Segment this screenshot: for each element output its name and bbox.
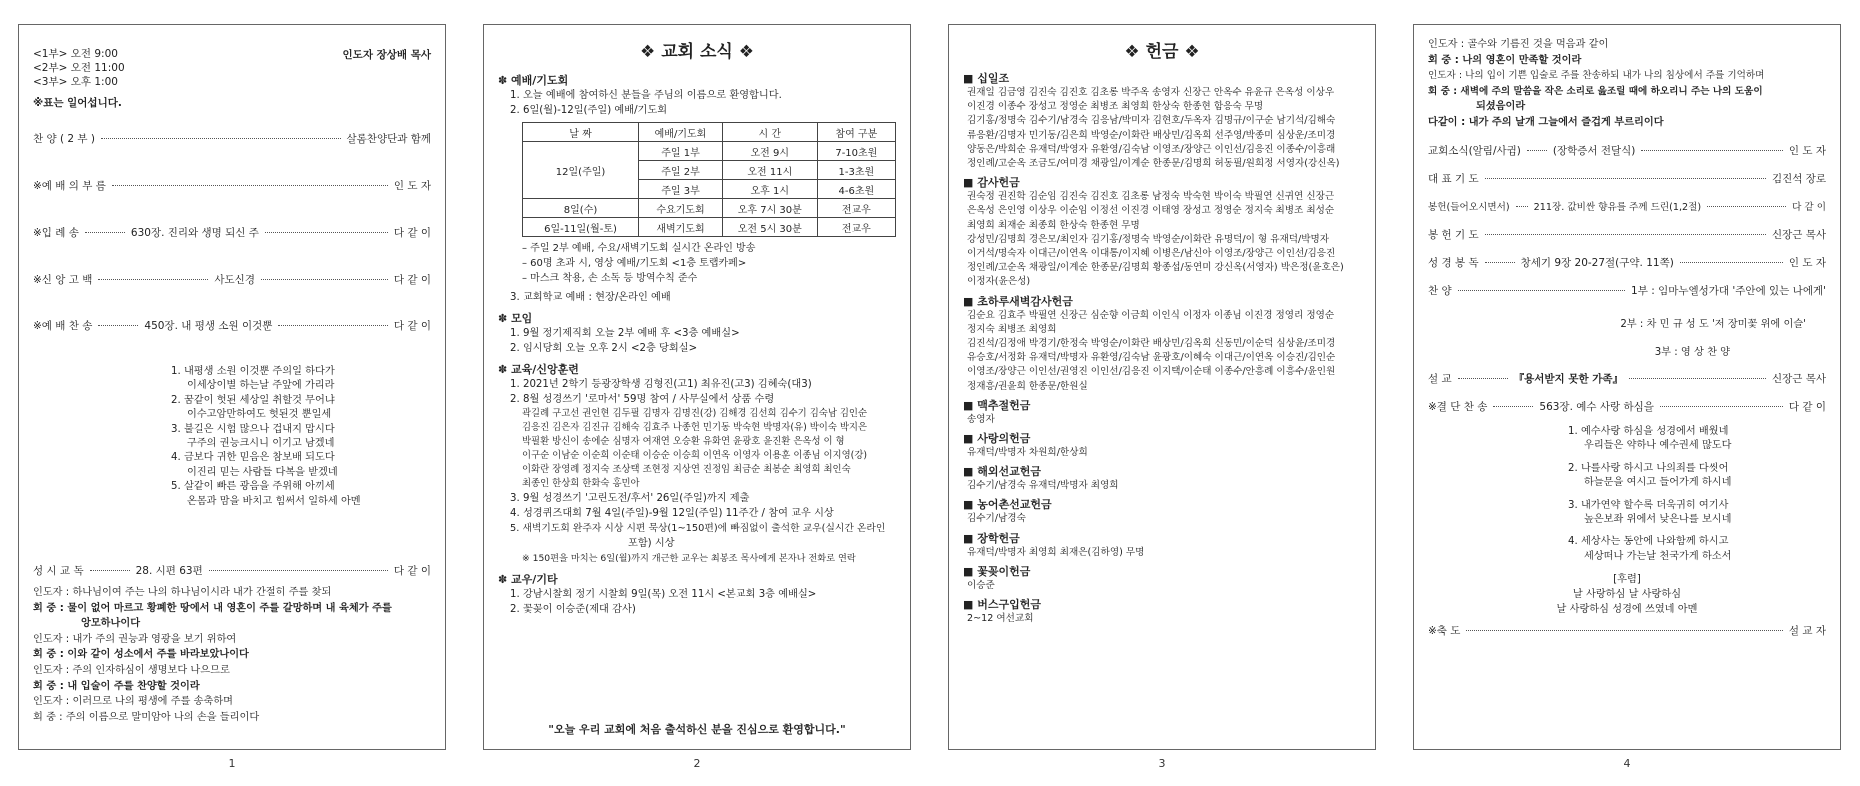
name-line: 김응진 김은자 김진규 김해숙 김효주 나종헌 민기동 박숙현 박명자(유) 박이숙 박지은 [522, 422, 868, 433]
hymn-line: 2. 나를사랑 하시고 나의죄를 다씻어 [1568, 462, 1729, 474]
hymn-line: 온몸과 맘을 바치고 힘써서 일하세 아멘 [187, 495, 361, 507]
order-label: 성 시 교 독 [33, 565, 84, 577]
responsive-reading [33, 585, 431, 725]
offering-names: 이진경 이종수 장성고 정영순 최병조 최영희 한상숙 한종현 함응숙 무명 [967, 101, 1264, 113]
offering-names: 유승호/서정화 유재덕/박명자 유환영/김숙남 윤광호/이혜숙 이대근/이연옥 이승진/김인순 [967, 352, 1336, 364]
leader-label: 인도자 장상배 목사 [342, 49, 431, 61]
refrain [1428, 572, 1826, 617]
hymn-line: 3. 내가연약 할수록 더욱귀히 여기사 [1568, 499, 1729, 511]
name-line: 최종인 한상희 한화숙 홍민아 [522, 478, 640, 489]
offering-names: 김수기/남경숙 [967, 513, 1026, 525]
offering-names: 김진석/김정애 박경기/한정숙 박영순/이화란 배상민/김옥희 신동민/이순덕 심상윤/조미경 [967, 338, 1336, 350]
section-heading: ✽ 교우/기타 [498, 573, 558, 586]
refrain-line: 날 사랑하심 날 사랑하심 [1572, 589, 1682, 601]
offering-heading: ■ 농어촌선교헌금 [963, 498, 1052, 512]
news-item: 1. 강남시찰회 정기 시찰회 9일(목) 오전 11시 <본교회 3층 예배실> [510, 589, 817, 600]
offering-list [963, 70, 1361, 626]
news-item: 2. 8월 성경쓰기 '로마서' 59명 참여 / 사무실에서 상품 수령 [510, 394, 775, 405]
order-label: ※입 례 송 [33, 227, 79, 239]
order-mid: 630장. 진리와 생명 되신 주 [130, 227, 259, 239]
table-row: 주일 3부 오후 1시 4-6초원 [523, 180, 896, 199]
offering-heading: ■ 꽃꽂이헌금 [963, 564, 1031, 578]
offering-names: 이정자(윤은성) [967, 276, 1031, 288]
resp-line: 인도자 : 내가 주의 권능과 영광을 보기 위하여 [33, 633, 237, 645]
order-mid: 28. 시편 63편 [135, 565, 203, 577]
table-row: 12일(주일) 주일 1부 오전 9시 7-10초원 [523, 142, 896, 161]
order-label: ※예 배 의 부 름 [33, 180, 106, 192]
hymn-lyrics [33, 365, 431, 509]
table-row: 6일-11일(월-토) 새벽기도회 오전 5시 30분 전교우 [523, 218, 896, 237]
order-row: 설 교 『용서받지 못한 가족』 신장근 목사 [1428, 373, 1826, 385]
offering-names: 김수기/남경숙 유재덕/박명자 최영희 [967, 480, 1119, 492]
offering-names: 류응환/김명자 민기동/김은희 박영순/이화란 배상민/김옥희 선주영/박종미 심상운/조미경 [967, 129, 1336, 141]
offering-heading: ■ 장학헌금 [963, 531, 1020, 545]
news-item: 3. 9월 성경쓰기 '고린도전/후서' 26일(주일)까지 제출 [510, 493, 750, 504]
news-note: – 주일 2부 예배, 수요/새벽기도회 실시간 온라인 방송 [522, 243, 756, 254]
resp-line: 회 중 : 주의 이름으로 말미암아 나의 손을 들리이다 [33, 711, 260, 723]
order-of-service [1428, 143, 1826, 651]
hymn-line: 1. 예수사랑 하심을 성경에서 배웠네 [1568, 426, 1729, 437]
order-row [33, 318, 431, 333]
order-label: 찬 양 ( 2 부 ) [33, 133, 95, 145]
hymn-line: 5. 살같이 빠른 광음을 주위해 아끼세 [171, 481, 335, 493]
stand-note: ※표는 일어섭니다. [33, 97, 122, 109]
hymn-line: 1. 내평생 소원 이것뿐 주의일 하다가 [171, 366, 335, 377]
resp-line: 인도자 : 이러므로 나의 평생에 주를 송축하며 [33, 696, 234, 708]
choir-line: 3부 : 영 상 찬 양 [1654, 347, 1730, 358]
resp-line: 앙모하나이다 [81, 618, 141, 630]
hymn-line: 이수고암만하여도 헛된것 뿐일세 [187, 409, 332, 421]
resp-line: 다같이 : 내가 주의 날개 그늘에서 즐겁게 부르리이다 [1428, 116, 1664, 128]
hymn-line: 3. 불길은 시험 많으나 겁내지 맙시다 [171, 423, 335, 435]
responsive-reading [1428, 37, 1826, 131]
order-row: 봉 헌 기 도 신장근 목사 [1428, 229, 1826, 241]
offering-names: 양동은/박희순 유재덕/박영자 유환영/김숙남 이영조/장양근 이인선/김응진 이종수/이흥래 [967, 143, 1336, 155]
offering-heading: ■ 버스구입헌금 [963, 598, 1041, 612]
bulletin-page-1 [18, 24, 446, 750]
hymn-line: 하늘문을 여시고 들어가게 하시네 [1584, 477, 1732, 489]
resp-line: 인도자 : 하나님이여 주는 나의 하나님이시라 내가 간절히 주를 찾되 [33, 587, 332, 598]
order-right: 다 같 이 [393, 565, 431, 577]
offering-names: 이거석/명숙자 이대근/이연옥 이대통/이지혜 이병은/남신아 이영조/장양근 이인선/김응진 [967, 248, 1336, 260]
order-right: 살롬찬양단과 함께 [346, 133, 431, 145]
news-item: 2. 6일(월)-12일(주일) 예배/기도회 [510, 105, 668, 116]
section-heading: ✽ 교육/신앙훈련 [498, 363, 579, 376]
hymn-line: 구주의 권능크시니 이기고 남겠네 [187, 438, 335, 450]
table-header: 시 간 [722, 123, 817, 142]
news-note: – 60명 초과 시, 영상 예배/기도회 <1층 토랩카페> [522, 258, 747, 269]
news-item: 5. 새벽기도회 완주자 시상 시편 묵상(1~150편)에 빠짐없이 출석한 교우(실시간 온라인 [510, 523, 886, 534]
order-right: 다 같 이 [393, 320, 431, 332]
resp-line: 회 중 : 물이 없어 마르고 황폐한 땅에서 내 영혼이 주를 갈망하며 내 육체가 주를 [33, 602, 392, 614]
name-line: 이화란 장영례 정지숙 조상택 조현정 지상연 진정임 최금순 최봉순 최영희 최인숙 [522, 464, 851, 475]
order-row [33, 272, 431, 287]
offering-names: 정인례/고순옥 조금도/여미경 채광일/이계순 한종문/김명희 허동필/원희정 서영자(강신옥) [967, 158, 1340, 170]
news-item: 1. 2021년 2학기 등광장학생 김형진(고1) 최유진(고3) 김혜숙(대3) [510, 379, 812, 390]
resp-line: 인도자 : 주의 인자하심이 생명보다 나으므로 [33, 664, 230, 676]
offering-names: 정재흥/권윤희 한종문/한원실 [967, 380, 1088, 392]
offering-heading: ■ 해외선교헌금 [963, 465, 1041, 479]
table-header: 예배/기도회 [639, 123, 723, 142]
order-row: 봉헌(들어오시면서) 211장. 값비싼 향유를 주께 드린(1,2절) 다 같 이 [1428, 202, 1826, 213]
page-title: ❖ 교회 소식 ❖ [640, 42, 754, 62]
page-number: 2 [693, 757, 701, 770]
offering-names: 유재덕/박명자 최영희 최재은(김하영) 무명 [967, 546, 1145, 558]
resp-line: 인도자 : 골수와 기름진 것을 먹음과 같이 [1428, 39, 1609, 50]
offering-names: 유재덕/박명자 차원희/한상희 [967, 447, 1088, 459]
resp-line: 회 중 : 나의 영혼이 만족할 것이라 [1428, 54, 1582, 66]
offering-heading: ■ 십일조 [963, 72, 1010, 85]
page-number: 3 [1158, 757, 1166, 770]
offering-names: 2~12 여선교회 [967, 613, 1034, 625]
bulletin-page-4 [1413, 24, 1841, 750]
service-time: <3부> 오후 1:00 [33, 76, 118, 88]
offering-names: 권재일 김금영 김진숙 김진호 김초롱 박주옥 송영자 신장근 안옥수 유윤규 은옥성 이상우 [967, 87, 1335, 98]
offering-names: 이영조/장양근 이인선/권영진 이인선/김응진 이지택/이순태 이종수/안흥례 이흥수/윤인원 [967, 366, 1336, 378]
hymn-line: 우리들은 약하나 예수권세 많도다 [1584, 440, 1732, 452]
hymn-line: 이세상이별 하는날 주앞에 가리라 [187, 380, 335, 392]
news-item: 4. 성경퀴즈대회 7월 4일(주일)-9월 12일(주일) 11주간 / 참여 교우 시상 [510, 508, 834, 519]
hymn-line: 세상떠나 가는날 천국가게 하소서 [1584, 550, 1732, 562]
order-label: ※예 배 찬 송 [33, 320, 93, 332]
order-row [33, 131, 431, 146]
order-row [33, 178, 431, 193]
news-item: 1. 오늘 예배에 참여하신 분들을 주님의 이름으로 환영합니다. [510, 90, 782, 101]
name-line: 이구순 이남순 이순희 이순태 이승순 이승희 이연옥 이영자 이용훈 이종님 이지영(강) [522, 450, 868, 461]
name-line: 박필환 방신이 송에순 심명자 여재연 오승환 유화연 윤광호 윤진환 은옥성 이 형 [522, 436, 845, 447]
order-mid: 사도신경 [214, 274, 255, 286]
section-heading: ✽ 모임 [498, 312, 533, 325]
hymn-line: 높은보좌 위에서 낮은나를 보시네 [1584, 514, 1732, 526]
refrain-line: 날 사랑하심 성경에 쓰였네 아멘 [1556, 604, 1698, 616]
order-label: ※신 앙 고 백 [33, 274, 93, 286]
offering-heading: ■ 초하루새벽감사헌금 [963, 294, 1073, 308]
hymn-line: 이진리 믿는 사람들 다복을 받겠네 [187, 466, 338, 478]
news-item: 포함) 시상 [628, 538, 675, 549]
order-row [33, 225, 431, 240]
order-row: ※축 도 설 교 자 [1428, 625, 1826, 638]
order-right: 다 같 이 [393, 227, 431, 239]
order-row: 성 경 봉 독 창세기 9장 20-27절(구약. 11쪽) 인 도 자 [1428, 257, 1826, 269]
news-item: 3. 교회학교 예배 : 현장/온라인 예배 [510, 292, 671, 303]
service-times [33, 47, 125, 89]
offering-heading: ■ 감사헌금 [963, 176, 1020, 190]
order-row [33, 563, 431, 578]
news-item: 2. 꽃꽂이 이승준(제대 감사) [510, 604, 636, 615]
service-time: <1부> 오전 9:00 [33, 48, 118, 60]
refrain-line: [후렴] [1613, 574, 1641, 586]
resp-line: 되셨음이라 [1476, 101, 1526, 113]
table-header: 날 짜 [523, 123, 639, 142]
offering-names: 정인례/고순옥 채광일/이계순 한종문/김명희 황종섭/동연미 강신옥(서영자) 박은정(윤호은) [967, 262, 1344, 274]
order-mid: 450장. 내 평생 소원 이것뿐 [144, 320, 273, 332]
choir-line: 2부 : 차 민 규 성 도 '저 장미꽃 위에 이슬' [1620, 319, 1806, 330]
table-row: 주일 2부 오전 11시 1-3초원 [523, 161, 896, 180]
order-row: ※결 단 찬 송 563장. 예수 사랑 하심을 다 같 이 [1428, 401, 1826, 413]
news-item: 1. 9월 정기제직회 오늘 2부 예배 후 <3층 예배실> [510, 328, 740, 339]
offering-names: 강성민/김명희 경은모/최인자 김기홍/정명숙 박영순/이화란 유명덕/이 형 유재덕/박명자 [967, 233, 1330, 245]
name-line: 곽길례 구고선 권인현 김두필 김명자 김명진(강) 김해경 김선희 김수기 김숙남 김인순 [522, 408, 868, 419]
order-right: 인 도 자 [393, 180, 431, 192]
news-note: ※ 150편을 마치는 6일(월)까지 개근한 교우는 최봉조 목사에게 본자나 전화로 연락 [522, 553, 856, 564]
order-right: 다 같 이 [393, 274, 431, 286]
page-title: ❖ 헌금 ❖ [1124, 42, 1200, 62]
offering-names: 송영자 [967, 413, 995, 425]
offering-names: 김기홍/정명숙 김수기/남경숙 김응남/박미자 김현호/두옥자 김명규/이구순 남기석/김해숙 [967, 115, 1336, 127]
resp-line: 회 중 : 이와 같이 성소에서 주를 바라보았나이다 [33, 649, 249, 661]
hymn-lyrics [1428, 425, 1826, 564]
offering-names: 은옥성 은인영 이상우 이순임 이정선 이진경 이태영 장성고 정영순 정지숙 최병조 최성순 [967, 205, 1335, 217]
offering-names: 김순요 김효주 박필연 신장근 심순향 이금희 이인식 이정자 이종님 이진경 정영리 정영순 [967, 309, 1335, 321]
hymn-line: 2. 꿈같이 헛된 세상일 취할것 무어냐 [171, 394, 335, 406]
service-time: <2부> 오전 11:00 [33, 62, 125, 74]
hymn-line: 4. 금보다 귀한 믿음은 참보배 되도다 [171, 452, 335, 464]
offering-names: 권숙정 권진학 김순임 김진숙 김진호 김초롱 남정숙 박숙현 박이숙 박필연 신귀연 신장근 [967, 191, 1335, 203]
welcome-message: "오늘 우리 교회에 처음 출석하신 분을 진심으로 환영합니다." [548, 723, 846, 736]
resp-line: 회 중 : 내 입술이 주를 찬양할 것이라 [33, 680, 200, 692]
order-row: 찬 양 1부 : 임마누엘성가대 '주안에 있는 나에게' [1428, 285, 1826, 297]
offering-names: 최영희 최재순 최종희 한상숙 한종현 무명 [967, 219, 1140, 231]
resp-line: 회 중 : 새벽에 주의 말씀을 작은 소리로 읊조릴 때에 하오리니 주는 나의 도움이 [1428, 85, 1763, 97]
offering-names: 정지숙 최병조 최영희 [967, 323, 1057, 335]
table-header: 참여 구분 [817, 123, 895, 142]
section-heading: ✽ 예배/기도회 [498, 74, 569, 87]
order-row: 교회소식(알림/사귐) (장학증서 전달식) 인 도 자 [1428, 145, 1826, 157]
resp-line: 인도자 : 나의 입이 기쁜 입술로 주를 찬송하되 내가 나의 침상에서 주를 기억하며 [1428, 70, 1765, 82]
bulletin-page-3 [948, 24, 1376, 750]
offering-names: 이승준 [967, 579, 995, 591]
news-note: – 마스크 착용, 손 소독 등 방역수칙 준수 [522, 273, 698, 284]
hymn-line: 4. 세상사는 동안에 나와함께 하시고 [1568, 536, 1729, 548]
page-number: 4 [1623, 757, 1631, 770]
bulletin-page-2 [483, 24, 911, 750]
schedule-table [522, 122, 896, 237]
offering-heading: ■ 맥추절헌금 [963, 398, 1031, 412]
order-row: 대 표 기 도 김진석 장로 [1428, 173, 1826, 185]
news-item: 2. 임시당회 오늘 오후 2시 <2층 당회실> [510, 343, 698, 354]
table-row: 8일(수) 수요기도회 오후 7시 30분 전교우 [523, 199, 896, 218]
offering-heading: ■ 사랑의헌금 [963, 432, 1031, 446]
page-number: 1 [228, 757, 236, 770]
